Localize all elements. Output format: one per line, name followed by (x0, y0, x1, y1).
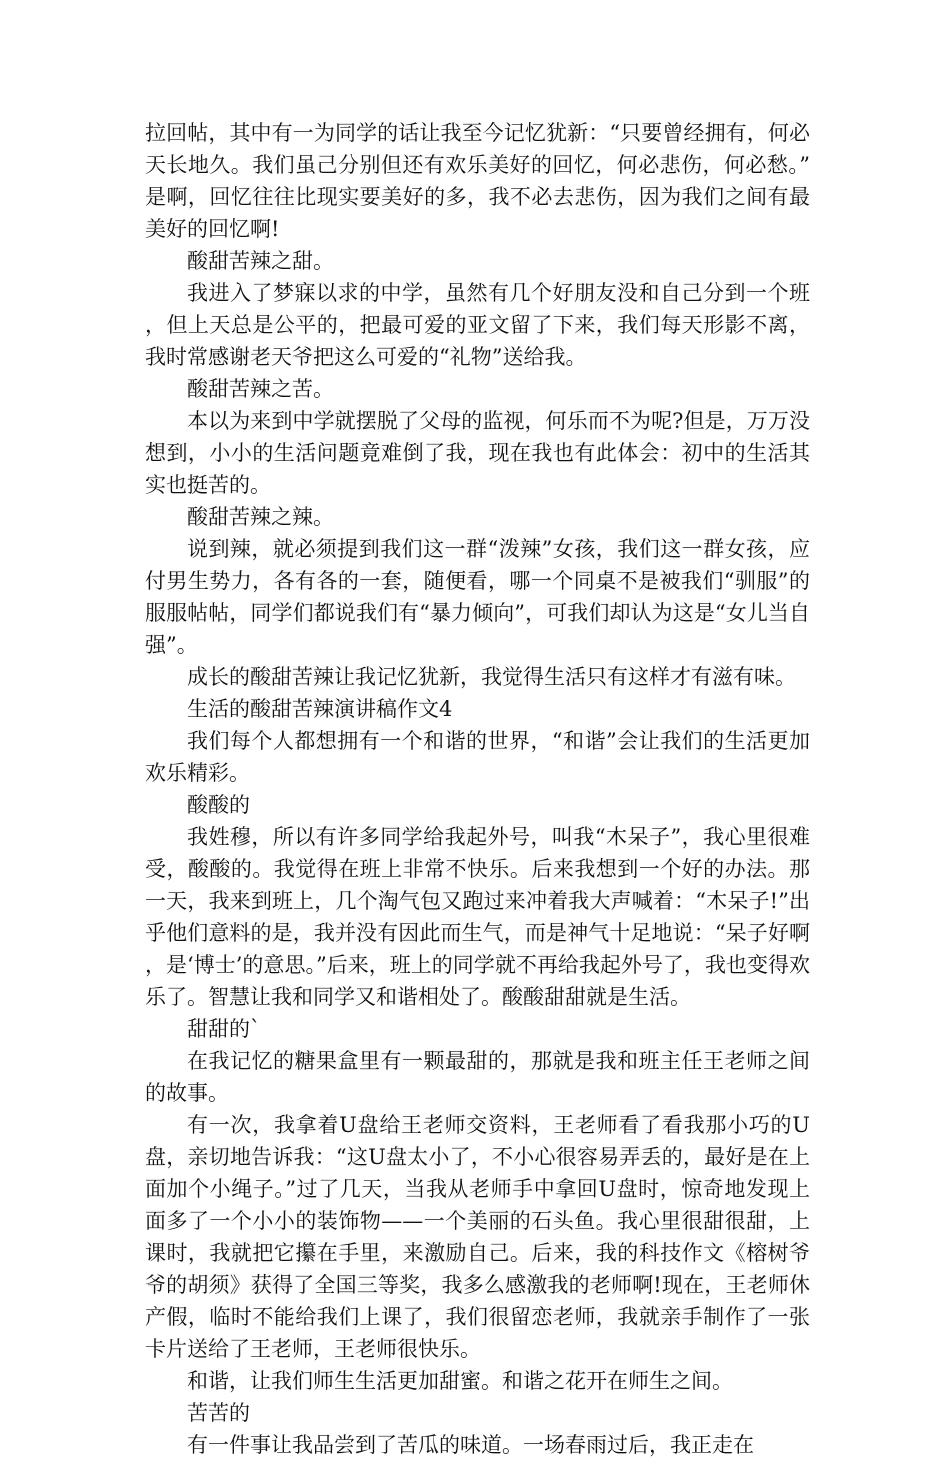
essay-title: 生活的酸甜苦辣演讲稿作文4 (187, 697, 453, 721)
document-body (145, 117, 810, 1461)
paragraph-11: 有一件事让我品尝到了苦瓜的味道。一场春雨过后，我正走在 (187, 1433, 754, 1457)
paragraph-8: 在我记忆的糖果盒里有一颗最甜的，那就是我和班主任王老师之间的故事。 (145, 1049, 810, 1105)
heading-spicy: 酸甜苦辣之辣。 (187, 505, 334, 529)
paragraph-3: 本以为来到中学就摆脱了父母的监视，何乐而不为呢?但是，万万没想到，小小的生活问题竟难倒了我，现在我也有此体会：初中的生活其实也挺苦的。 (145, 409, 810, 497)
paragraph-1: 拉回帖，其中有一为同学的话让我至今记忆犹新：“只要曾经拥有，何必天长地久。我们虽己分别但还有欢乐美好的回忆，何必悲伤，何必愁。”是啊，回忆往往比现实要美好的多，我不必去悲伤，因为我们之间有最美好的回忆啊! (145, 121, 810, 241)
heading-bitter-2: 苦苦的 (187, 1401, 250, 1425)
heading-sweet-2: 甜甜的` (187, 1017, 261, 1041)
heading-bitter: 酸甜苦辣之苦。 (187, 377, 334, 401)
paragraph-2: 我进入了梦寐以求的中学，虽然有几个好朋友没和自己分到一个班，但上天总是公平的，把最可爱的亚文留了下来，我们每天形影不离，我时常感谢老天爷把这么可爱的“礼物”送给我。 (145, 281, 810, 369)
paragraph-4: 说到辣，就必须提到我们这一群“泼辣”女孩，我们这一群女孩，应付男生势力，各有各的一套，随便看，哪一个同桌不是被我们“驯服”的服服帖帖，同学们都说我们有“暴力倾向”，可我们却认为这是“女儿当自强”。 (145, 537, 810, 657)
paragraph-9: 有一次，我拿着U盘给王老师交资料，王老师看了看我那小巧的U盘，亲切地告诉我：“这U盘太小了，不小心很容易弄丢的，最好是在上面加个小绳子。”过了几天，当我从老师手中拿回U盘时，惊奇地发现上面多了一个小小的装饰物——一个美丽的石头鱼。我心里很甜很甜，上课时，我就把它攥在手里，来激励自己。后来，我的科技作文《榕树爷爷的胡须》获得了全国三等奖，我多么感激我的老师啊!现在，王老师休产假，临时不能给我们上课了，我们很留恋老师，我就亲手制作了一张卡片送给了王老师，王老师很快乐。 (145, 1113, 810, 1361)
heading-sweet: 酸甜苦辣之甜。 (187, 249, 334, 273)
heading-sour: 酸酸的 (187, 793, 250, 817)
paragraph-10: 和谐，让我们师生生活更加甜蜜。和谐之花开在师生之间。 (187, 1369, 733, 1393)
paragraph-6: 我们每个人都想拥有一个和谐的世界，“和谐”会让我们的生活更加欢乐精彩。 (145, 729, 810, 785)
paragraph-7: 我姓穆，所以有许多同学给我起外号，叫我“木呆子”，我心里很难受，酸酸的。我觉得在班上非常不快乐。后来我想到一个好的办法。那一天，我来到班上，几个淘气包又跑过来冲着我大声喊着：“木呆子!”出乎他们意料的是，我并没有因此而生气，而是神气十足地说：“呆子好啊，是‘博士’的意思。”后来，班上的同学就不再给我起外号了，我也变得欢乐了。智慧让我和同学又和谐相处了。酸酸甜甜就是生活。 (145, 825, 810, 1009)
paragraph-5: 成长的酸甜苦辣让我记忆犹新，我觉得生活只有这样才有滋有味。 (187, 665, 796, 689)
